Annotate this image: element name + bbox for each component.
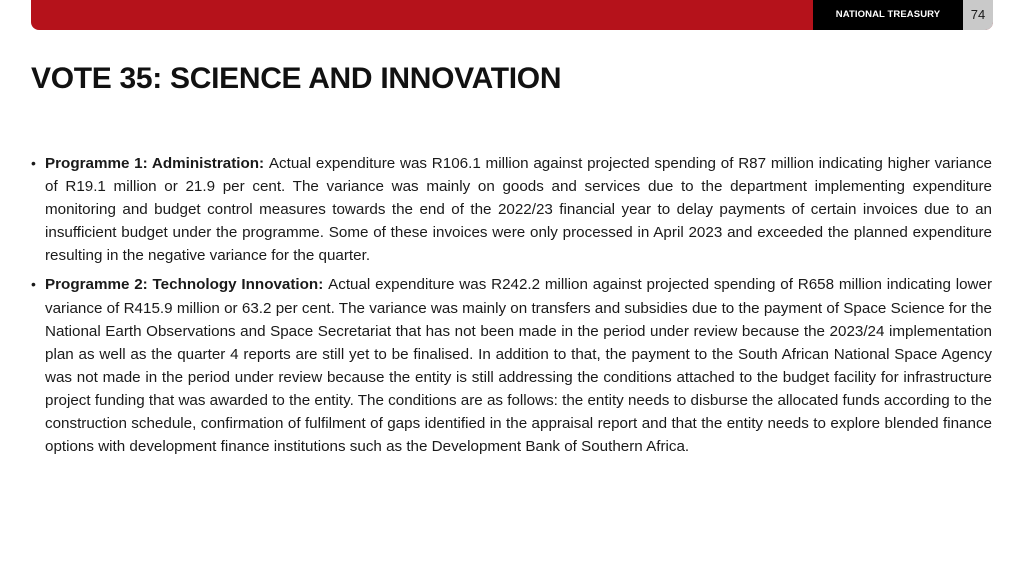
bullet-heading: Programme 2: Technology Innovation:: [45, 276, 329, 294]
bullet-programme-1: [31, 152, 992, 267]
bullet-text: Actual expenditure was R242.2 million against projected spending of R658 million indicating lower variance of R415.9 million or 63.2 per cent. The variance was mainly on transfers and subsidies due to the payment of Space Science for the National Earth Observations and Space Secretariat that has not been made in the period under review because the 2023/24 implementation plan as well as the quarter 4 reports are still yet to be finalised. In addition to that, the payment to the South African National Space Agency was not made in the period under review because the entity is still addressing the conditions attached to the budget facility for infrastructure project funding that was awarded to the entity. The conditions are as follows: the entity needs to disburse the allocated funds according to the construction schedule, confirmation of fulfilment of gaps identified in the appraisal report and that the entity needs to explore blended finance options with development finance institutions such as the Development Bank of Southern Africa.: [45, 276, 992, 456]
slide-title: VOTE 35: SCIENCE AND INNOVATION: [31, 62, 562, 95]
page-number: 74: [963, 0, 993, 30]
bullet-heading: Programme 1: Administration:: [45, 155, 269, 172]
brand-label: NATIONAL TREASURY: [813, 0, 963, 30]
bullet-text: Actual expenditure was R106.1 million against projected spending of R87 million indicating higher variance of R19.1 million or 21.9 per cent. The variance was mainly on goods and services due to the department implementing expenditure monitoring and budget control measures towards the end of the 2022/23 financial year to delay payments of certain invoices due to an insufficient budget under the programme. Some of these invoices were only processed in April 2023 and exceeded the planned expenditure resulting in the negative variance for the quarter.: [45, 155, 992, 265]
bullet-dot-icon: •: [31, 276, 36, 293]
bullet-programme-2: [31, 273, 992, 458]
bullet-list: [31, 152, 992, 464]
bullet-dot-icon: •: [31, 155, 36, 171]
header-bar: [31, 0, 993, 30]
